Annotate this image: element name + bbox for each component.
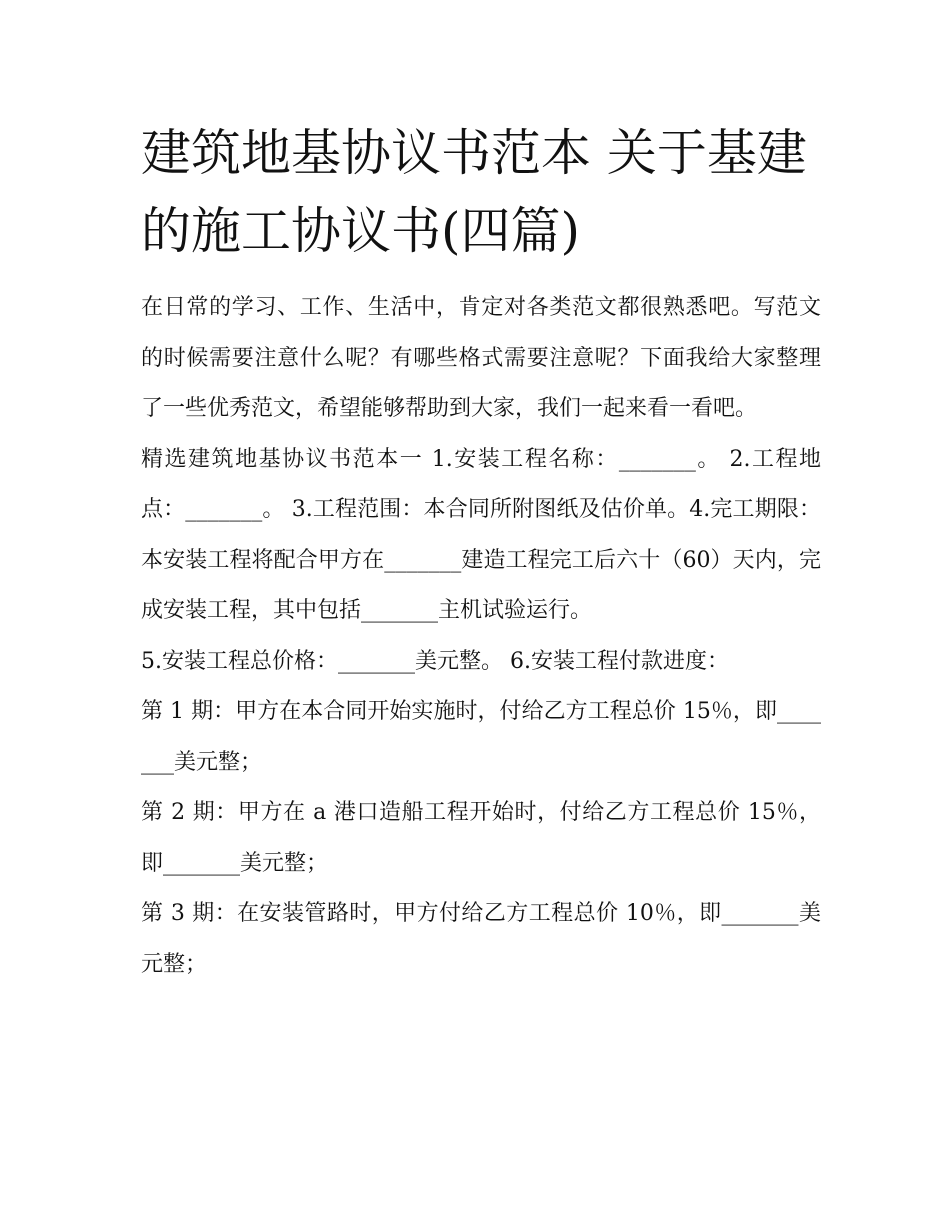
payment-phase-3: 第 3 期：在安装管路时，甲方付给乙方工程总价 10％，即_______美元整； [141,901,821,977]
document-body [141,114,821,990]
clauses-paragraph: 精选建筑地基协议书范本一 1.安装工程名称：_______。 2.工程地点：_______。 3.工程范围：本合同所附图纸及估价单。4.完工期限：本安装工程将配合甲方在_______建造工程完工后六十（60）天内，完成安装工程，其中包括_______主机试验运行。 [141,446,821,623]
price-paragraph: 5.安装工程总价格：_______美元整。 6.安装工程付款进度： [141,648,729,674]
payment-phase-1: 第 1 期：甲方在本合同开始实施时，付给乙方工程总价 15％，即_______美元整； [141,699,821,775]
payment-phase-2: 第 2 期：甲方在 a 港口造船工程开始时，付给乙方工程总价 15％，即_______美元整； [141,800,821,876]
intro-paragraph: 在日常的学习、工作、生活中，肯定对各类范文都很熟悉吧。写范文的时候需要注意什么呢？有哪些格式需要注意呢？下面我给大家整理了一些优秀范文，希望能够帮助到大家，我们一起来看一看吧。 [141,295,821,421]
paragraph-list [141,283,821,990]
document-title: 建筑地基协议书范本 关于基建的施工协议书(四篇) [141,124,807,260]
